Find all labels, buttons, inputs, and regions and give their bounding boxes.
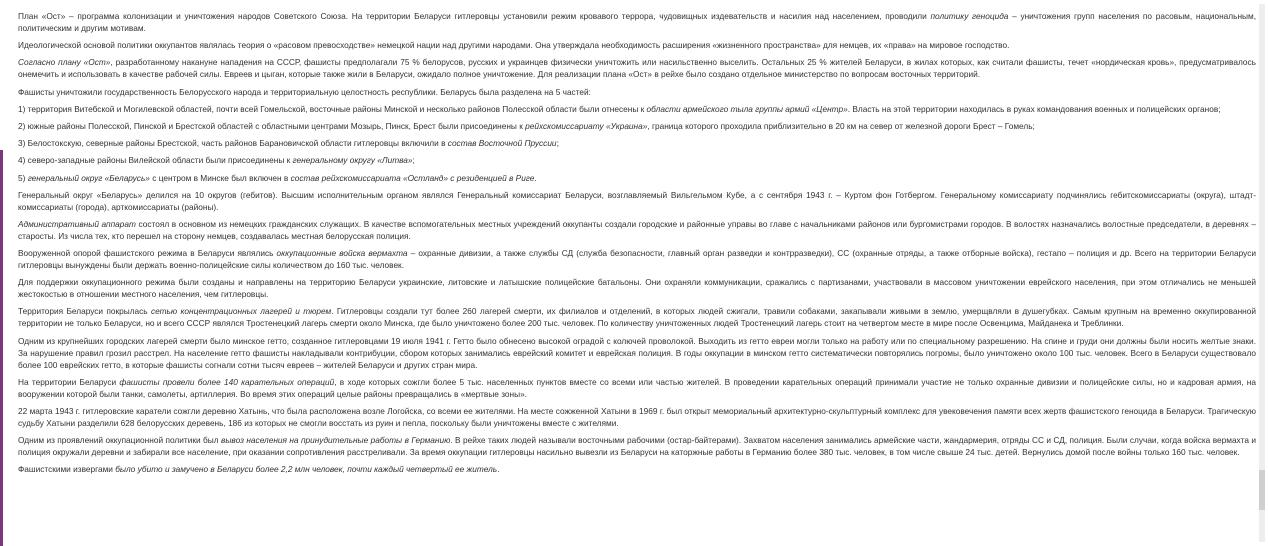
emphasis-text: генеральный округ «Беларусь» bbox=[27, 172, 150, 183]
emphasis-text: сетью концентрационных лагерей и тюрем bbox=[150, 306, 332, 317]
scrollbar-thumb[interactable] bbox=[1259, 470, 1265, 510]
paragraph-khatyn: 22 марта 1943 г. гитлеровские каратели сожгли деревню Хатынь, что была расположена возле Логойска, со всеми ее жителями. На месте сожженной Хатыни в 1969 г. был открыт мемориальный архитектурно-скульптурный комплекс для увековечения памяти всех жертв фашистского геноцида в Беларуси. Трагическую судьбу Хатыни разделили 628 белорусских деревень, 186 из которых не смогли восстать из руин и пепла, поскольку были уничтожены вместе с жителями. bbox=[18, 406, 1256, 428]
paragraph-minsk-ghetto: Одним из крупнейших городских лагерей смерти было минское гетто, созданное гитлеровцами 19 июля 1941 г. Гетто было обнесено высокой оградой с колючей проволокой. Выходить из гетто евреи могли только на работу или по специальному разрешению. На спине и груди они должны были носить желтые знаки. За нарушение правил грозил расстрел. На население гетто фашисты накладывали контрибуции, сбором которых занимались еврейский комитет и еврейская полиция. В годы оккупации в минском гетто систематически повторялись погромы, было уничтожено около 100 тыс. человек. Всего в Беларуси существовало более 100 еврейских гетто, в которые фашисты согнали сотни тысяч евреев – жителей Беларуси и других стран мира. bbox=[18, 335, 1256, 370]
article-body bbox=[18, 10, 1256, 481]
emphasis-text: политику геноцида bbox=[930, 11, 1009, 21]
paragraph-police-battalions: Для поддержки оккупационного режима были созданы и направлены на территорию Беларуси украинские, литовские и латышские полицейские батальоны. Они охраняли коммуникации, сражались с партизанами, участвовали в массовом уничтожении еврейского населения, при этом отличались не меньшей жестокостью в отношении местного населения, чем гитлеровцы. bbox=[18, 277, 1256, 300]
paragraph-division-intro: Фашисты уничтожили государственность Белорусского народа и территориальную целостность республики. Беларусь была разделена на 5 частей: bbox=[18, 86, 591, 97]
emphasis-text: состав рейхскомиссариата «Остланд» с резиденцией в Риге bbox=[290, 172, 535, 183]
paragraph-punitive-operations: На территории Беларуси фашисты провели более 140 карательных операций, в ходе которых сожгли более 5 тыс. населенных пунктов вместе со всеми или частью жителей. В проведении карательных операций принимали участие не только охранные дивизии и полицейские силы, но и кадровая армия, на вооружении которой были танки, самолеты, артиллерия. Во время этих операций целые районы превращались в «мертвые зоны». bbox=[18, 376, 1257, 399]
paragraph-division-2: 2) южные районы Полесской, Пинской и Брестской областей с областными центрами Мозырь, Пинск, Брест были присоединены к рейхскомиссариату «Украина», граница которого проходила приблизительно в 20 км на север от железной дороги Брест – Гомель; bbox=[18, 120, 1035, 131]
paragraph-general-district: Генеральный округ «Беларусь» делился на 10 округов (гебитов). Высшим исполнительным органом являлся Генеральный комиссариат Беларуси, возглавляемый Вильгельмом Кубе, а с сентября 1943 г. – Куртом фон Готбергом. Генеральному комиссариату подчинялись гебитскомиссариаты (округа), штадт-комиссариаты (города), арткомиссариаты (районы). bbox=[18, 189, 1256, 212]
paragraph-division-1: 1) территория Витебской и Могилевской областей, почти всей Гомельской, восточные районы Минской и несколько районов Полесской области были отнесены к области армейского тыла группы армий «Центр». Власть на этой территории находилась в руках командования военных и полицейских органов; bbox=[18, 103, 1221, 114]
emphasis-text: фашисты провели более 140 карательных операций bbox=[119, 376, 335, 387]
paragraph-victims: Фашистскими извергами было убито и замучено в Беларуси более 2,2 млн человек, почти каждый четвертый ее житель. bbox=[18, 464, 500, 475]
emphasis-text: оккупационные войска вермахта bbox=[276, 248, 408, 259]
paragraph-forced-labor: Одним из проявлений оккупационной политики был вывоз населения на принудительные работы в Германию. В рейхе таких людей называли восточными рабочими (остар-байтерами). Захватом населения занимались армейские части, жандармерия, отряды СС и СД, полиция. Были случаи, когда войска вермахта и полиция окружали деревни и забирали все население, при оказании сопротивления расстреливали. За время оккупации гитлеровцы насильно вывезли из Беларуси на каторжные работы в Германию более 380 тыс. человек, в том числе свыше 24 тыс. детей. Вернулись домой после войны только 160 тыс. человек. bbox=[18, 435, 1256, 458]
paragraph-plan-ost: План «Ост» – программа колонизации и уничтожения народов Советского Союза. На территории Беларуси гитлеровцы установили режим кровавого террора, чудовищных издевательств и насилия над населением, проводили политику геноцида – уничтожения групп населения по расовым, национальным, политическим и другим мотивам. bbox=[18, 11, 1257, 33]
paragraph-camps: Территория Беларуси покрылась сетью концентрационных лагерей и тюрем. Гитлеровцы создали тут более 260 лагерей смерти, их филиалов и отделений, в которых людей сжигали, травили собаками, закапывали живыми в землю, умерщвляли в душегубках. Самым крупным на временно оккупированной территории не только Беларуси, но и всего СССР являлся Тростенецкий лагерь смерти около Минска, где было уничтожено более 200 тыс. человек. По количеству уничтоженных людей Тростенецкий лагерь стоит на четвертом месте в мире после Освенцима, Майданека и Треблинки. bbox=[18, 306, 1257, 329]
paragraph-plan-details: Согласно плану «Ост», разработанному накануне нападения на СССР, фашисты предполагали 75 % белорусов, русских и украинцев физически уничтожить или насильственно выселить. Остальных 25 % жителей Беларуси, в жилах которых, как считали фашисты, течет «нордическая кровь», предусматривалось онемечить и использовать в качестве рабочей силы. Евреев и цыган, которые также жили в Беларуси, ожидало полное уничтожение. Для реализации плана «Ост» в рейхе было создано отдельное министерство по вопросам восточных территорий. bbox=[18, 57, 1257, 80]
emphasis-text: вывоз населения на принудительные работы в Германию bbox=[220, 435, 451, 446]
paragraph-ideology: Идеологической основой политики оккупантов являлась теория о «расовом превосходстве» немецкой нации над другими народами. Она утверждала необходимость расширения «жизненного пространства» для немцев, их «права» на мировое господство. bbox=[18, 40, 1010, 51]
emphasis-text: рейхскомиссариату «Украина» bbox=[525, 120, 648, 131]
paragraph-armed-support: Вооруженной опорой фашистского режима в Беларуси являлись оккупационные войска вермахта – охранные дивизии, а также службы СД (служба безопасности, главный орган разведки и контрразведки), СС (охранные отряды, а также отборные войска), гестапо – полиция и др. Всего на территории Беларуси гитлеровцы вынуждены были держать военно-полицейские силы количеством до 160 тыс. человек. bbox=[18, 248, 1257, 271]
emphasis-text: области армейского тыла группы армий «Центр» bbox=[646, 103, 848, 114]
emphasis-text: генеральному округу «Литва» bbox=[292, 155, 413, 166]
paragraph-division-4: 4) северо-западные районы Вилейской области были присоединены к генеральному округу «Литва»; bbox=[18, 155, 415, 166]
paragraph-division-5: 5) генеральный округ «Беларусь» с центром в Минске был включен в состав рейхскомиссариата «Остланд» с резиденцией в Риге. bbox=[18, 172, 537, 183]
emphasis-text: было убито и замучено в Беларуси более 2,2 млн человек, почти каждый четвертый ее житель bbox=[115, 464, 498, 475]
left-edge-bar bbox=[0, 150, 3, 546]
emphasis-text: Административный аппарат bbox=[18, 218, 136, 229]
paragraph-division-3: 3) Белостокскую, северные районы Брестской, часть районов Барановичской области гитлеровцы включили в состав Восточной Пруссии; bbox=[18, 138, 559, 149]
emphasis-text: Согласно плану «Ост» bbox=[18, 57, 111, 68]
emphasis-text: состав Восточной Пруссии bbox=[447, 138, 557, 149]
paragraph-admin-apparatus: Административный аппарат состоял в основном из немецких гражданских служащих. В качестве вспомогательных местных учреждений оккупанты создали городские и районные управы во главе с начальниками районов или бургомистрами городов. В волостях назначались волостные председатели, в деревнях – старосты. Из числа тех, кто перешел на сторону немцев, создавалась местная белорусская полиция. bbox=[18, 218, 1257, 241]
scrollbar-track[interactable] bbox=[1259, 4, 1265, 542]
